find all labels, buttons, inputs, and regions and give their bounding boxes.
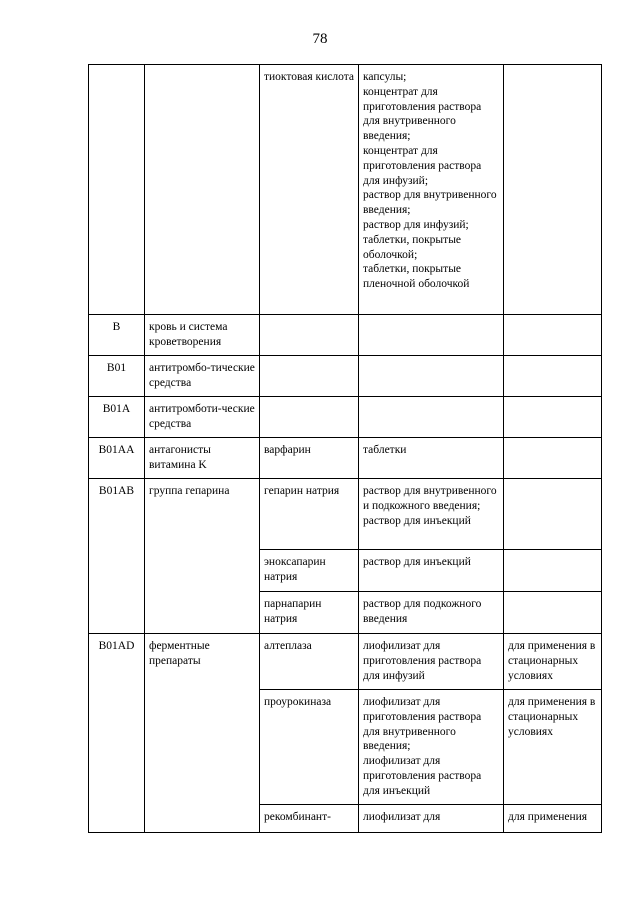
atc-group-cell [145, 65, 260, 315]
atc-code-cell: B01 [89, 356, 145, 397]
dosage-form-line: раствор для инъекций [363, 514, 471, 527]
table-row [89, 356, 602, 397]
substance-cell: варфарин [260, 438, 359, 479]
dosage-form-cell [359, 315, 504, 356]
atc-group-cell: антитромбо-тические средства [145, 356, 260, 397]
atc-group-cell: антитромботи-ческие средства [145, 397, 260, 438]
dosage-form-line: концентрат для приготовления раствора для внутривенного введения; [363, 85, 482, 143]
dosage-form-cell [359, 397, 504, 438]
note-cell [504, 356, 602, 397]
substance-cell: проурокиназа [260, 690, 359, 805]
substance-cell: тиоктовая кислота [260, 65, 359, 315]
note-cell [504, 550, 602, 592]
table-row [89, 315, 602, 356]
atc-code-cell: B01AB [89, 479, 145, 634]
atc-code-cell [89, 65, 145, 315]
note-cell [504, 592, 602, 634]
dosage-form-cell [359, 438, 504, 479]
table-row [89, 397, 602, 438]
dosage-form-line: раствор для инфузий; [363, 218, 469, 231]
dosage-form-line: раствор для внутривенного и подкожного введения; [363, 485, 497, 512]
note-cell: для применения в стационарных условиях [504, 634, 602, 690]
dosage-form-line: раствор для инъекций [363, 556, 471, 568]
dosage-form-cell [359, 65, 504, 315]
dosage-form-line: лиофилизат для приготовления раствора для инфузий [363, 640, 482, 682]
substance-cell [260, 356, 359, 397]
dosage-form-line: таблетки [363, 444, 407, 456]
dosage-form-cell [359, 804, 504, 832]
dosage-form-line: раствор для подкожного введения [363, 598, 482, 625]
atc-code-cell: B [89, 315, 145, 356]
dosage-form-cell [359, 550, 504, 592]
dosage-form-line: лиофилизат для приготовления раствора для внутривенного введения; [363, 696, 482, 753]
dosage-form-line: капсулы; [363, 71, 407, 83]
dosage-form-line: лиофилизат для [363, 810, 441, 823]
atc-group-cell: кровь и система кроветворения [145, 315, 260, 356]
note-cell [504, 315, 602, 356]
atc-code-cell: B01A [89, 397, 145, 438]
dosage-form-cell [359, 592, 504, 634]
atc-code-cell: B01AA [89, 438, 145, 479]
note-cell: для применения [504, 804, 602, 832]
note-cell [504, 65, 602, 315]
table-row [89, 479, 602, 550]
atc-group-cell: антагонисты витамина K [145, 438, 260, 479]
page-number: 78 [312, 31, 328, 47]
dosage-form-cell [359, 356, 504, 397]
note-cell [504, 479, 602, 550]
atc-group-cell: ферментные препараты [145, 634, 260, 833]
dosage-form-line: концентрат для приготовления раствора для инфузий; [363, 144, 482, 187]
note-cell: для применения в стационарных условиях [504, 690, 602, 805]
dosage-form-cell [359, 479, 504, 550]
table-row [89, 634, 602, 690]
dosage-form-cell [359, 634, 504, 690]
substance-cell [260, 315, 359, 356]
atc-group-cell: группа гепарина [145, 479, 260, 634]
table-row [89, 438, 602, 479]
drug-table [88, 64, 602, 833]
table-row [89, 65, 602, 315]
dosage-form-line: таблетки, покрытые оболочкой; [363, 233, 462, 261]
note-cell [504, 438, 602, 479]
substance-cell: рекомбинант- [260, 804, 359, 832]
dosage-form-line: раствор для внутривенного введения; [363, 189, 497, 217]
dosage-form-cell [359, 690, 504, 805]
dosage-form-line: лиофилизат для приготовления раствора для инъекций [363, 755, 482, 797]
substance-cell: гепарин натрия [260, 479, 359, 550]
note-cell [504, 397, 602, 438]
atc-code-cell: B01AD [89, 634, 145, 833]
substance-cell: парнапарин натрия [260, 592, 359, 634]
substance-cell [260, 397, 359, 438]
substance-cell: эноксапарин натрия [260, 550, 359, 592]
dosage-form-line: таблетки, покрытые пленочной оболочкой [363, 263, 470, 291]
substance-cell: алтеплаза [260, 634, 359, 690]
